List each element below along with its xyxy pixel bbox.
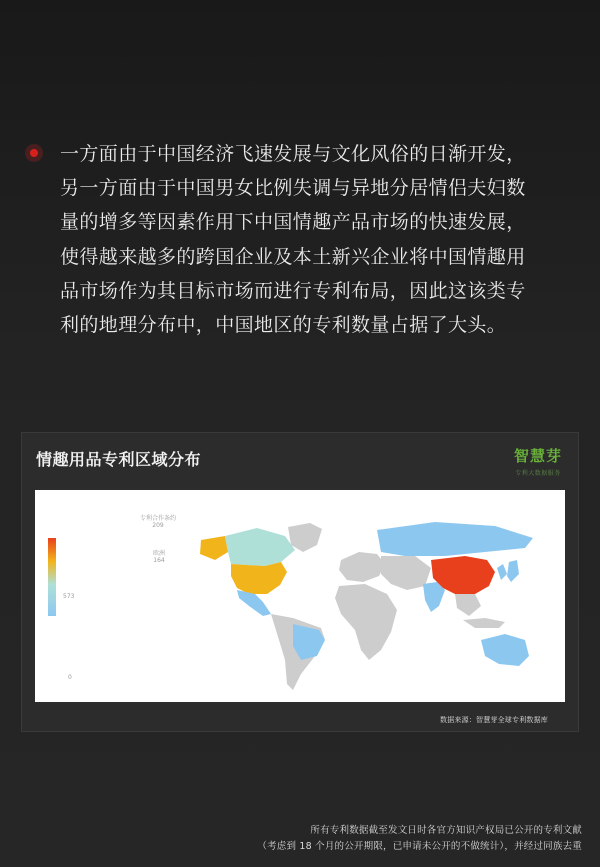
- brand-logo: [514, 445, 562, 477]
- intro-line: 使得越来越多的跨国企业及本土新兴企业将中国情趣用: [60, 245, 526, 268]
- intro-paragraph: [60, 137, 580, 342]
- map-region-europe: [339, 552, 385, 582]
- footer-line-1: 所有专利数据截至发文日时各官方知识产权局已公开的专利文献: [310, 825, 582, 836]
- annotation-pct-value: 209: [152, 522, 164, 529]
- map-card: [21, 432, 579, 732]
- card-title: 情趣用品专利区域分布: [36, 450, 202, 469]
- scale-max-label: 573: [63, 593, 75, 600]
- intro-line: 利的地理分布中，中国地区的专利数量占据了大头。: [60, 314, 507, 337]
- map-region-canada: [225, 528, 295, 566]
- logo-name: 智慧芽: [513, 447, 562, 465]
- map-region-southeast-asia: [455, 594, 481, 616]
- annotation-pct: [140, 513, 176, 529]
- map-region-australia: [481, 634, 529, 666]
- map-region-alaska: [200, 536, 228, 560]
- color-scale-bar: [48, 538, 56, 616]
- world-map-svg: [35, 490, 565, 702]
- annotation-pct-label: 专利合作条约: [140, 515, 177, 522]
- map-region-africa: [335, 584, 397, 660]
- bullet-dot: [30, 149, 38, 157]
- intro-line: 一方面由于中国经济飞速发展与文化风俗的日渐开发，: [60, 143, 526, 165]
- world-map: [35, 490, 565, 702]
- intro-line: 量的增多等因素作用下中国情趣产品市场的快速发展，: [60, 211, 526, 234]
- map-region-korea: [497, 564, 507, 580]
- intro-line: 品市场作为其目标市场而进行专利布局，因此这该类专: [60, 279, 526, 302]
- map-region-indonesia: [463, 618, 505, 628]
- bullet-icon: [25, 144, 43, 162]
- intro-line: 另一方面由于中国男女比例失调与异地分居情侣夫妇数: [60, 177, 526, 200]
- data-source: 数据来源：智慧芽全球专利数据库: [440, 716, 548, 724]
- annotation-eu-value: 164: [153, 557, 165, 564]
- annotation-eu-label: 欧洲: [153, 550, 166, 557]
- annotation-eu: [153, 548, 165, 564]
- footer-line-2: （考虑到 18 个月的公开期限，已申请未公开的不做统计），并经过同族去重: [257, 841, 582, 852]
- map-region-japan: [507, 560, 519, 582]
- logo-tagline: 专利大数据服务: [515, 470, 561, 477]
- map-region-usa: [231, 562, 287, 594]
- map-region-russia: [377, 522, 533, 556]
- scale-min-label: 0: [68, 674, 72, 681]
